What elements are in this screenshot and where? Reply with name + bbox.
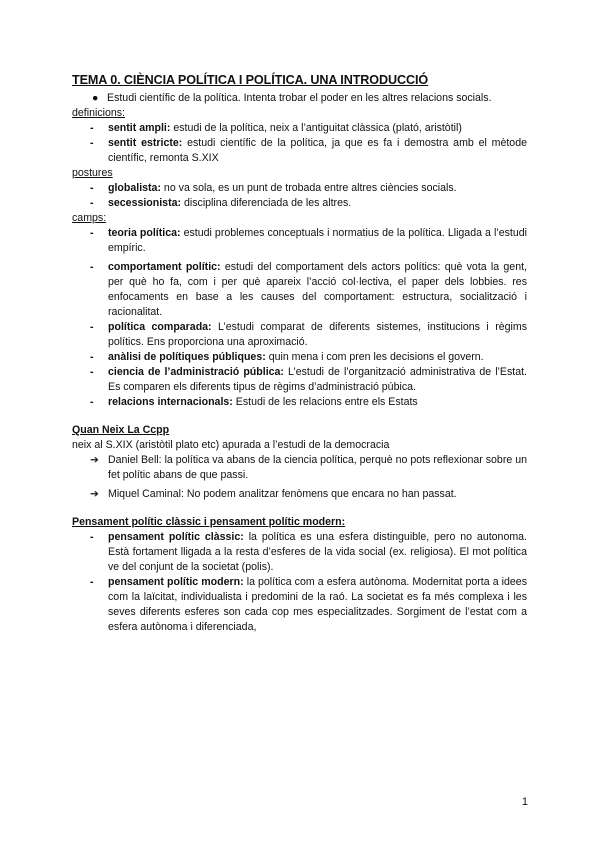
postures-heading: postures xyxy=(72,167,113,179)
item-text: L’estudi comparat de diferents sistemes, institucions i règims polítics. Ens proporciona una aproximació. xyxy=(108,321,527,348)
item-term: secessionista: xyxy=(108,197,182,209)
list-item xyxy=(72,453,527,483)
item-text: la política com a esfera autònoma. Modernitat porta a idees com la laïcitat, individualista i predomini de la raó. La societat es fa més complexa i les seves diferents esferes son cada cop mes especialitzades. Sorgiment de l’estat com a esfera autònoma i diferenciada, xyxy=(108,576,527,633)
list-item xyxy=(72,530,527,575)
list-item xyxy=(72,136,527,166)
dash-icon: - xyxy=(90,227,94,239)
item-term: sentit estricte: xyxy=(108,137,183,149)
item-text: Miquel Caminal: No podem analitzar fenòmens que encara no han passat. xyxy=(108,488,457,500)
dash-icon: - xyxy=(90,321,94,333)
dash-icon: - xyxy=(90,531,94,543)
item-term: anàlisi de polítiques públiques: xyxy=(108,351,266,363)
item-text: L’estudi de l’organització administrativa de l’Estat. Es comparen els diferents tipus de règims d’administració púbica. xyxy=(108,366,527,393)
intro-bullet xyxy=(72,91,527,106)
item-text: estudi del comportament dels actors polítics: què vota la gent, per què ho fa, com i per què apareix l’acció col·lectiva, el paper dels lobbies. res enfocaments en base a les causes del comportament: estructura, socialització i racionalitat. xyxy=(108,261,527,318)
item-text: estudi de la política, neix a l’antiguitat clàssica (plató, aristòtil) xyxy=(170,122,462,134)
arrow-icon: ➔ xyxy=(90,454,99,466)
dash-icon: - xyxy=(90,396,94,408)
item-text: estudi problemes conceptuals i normatius de la política. Lligada a l’estudi empíric. xyxy=(108,227,527,254)
section-intro: neix al S.XIX (aristòtil plato etc) apurada a l’estudi de la democracia xyxy=(72,439,390,451)
postures-list xyxy=(72,181,527,211)
item-term: pensament polític clàssic: xyxy=(108,531,244,543)
dash-icon: - xyxy=(90,137,94,149)
dash-icon: - xyxy=(90,576,94,588)
dash-icon: - xyxy=(90,366,94,378)
section-heading-thought: Pensament polític clàssic i pensament polític modern: xyxy=(72,516,346,528)
list-item xyxy=(72,365,527,395)
list-item xyxy=(72,260,527,320)
item-text: disciplina diferenciada de les altres. xyxy=(181,197,352,209)
list-item xyxy=(72,320,527,350)
item-term: ciencia de l’administració pública: xyxy=(108,366,284,378)
arrow-icon: ➔ xyxy=(90,488,99,500)
item-term: relacions internacionals: xyxy=(108,396,233,408)
page-number: 1 xyxy=(521,796,528,808)
list-item xyxy=(72,196,527,211)
item-text: no va sola, es un punt de trobada entre altres ciències socials. xyxy=(160,182,457,194)
list-item xyxy=(72,181,527,196)
list-item xyxy=(72,226,527,256)
section-heading-origin: Quan Neix La Ccpp xyxy=(72,424,170,436)
item-term: política comparada: xyxy=(108,321,212,333)
dash-icon: - xyxy=(90,122,94,134)
definicions-list xyxy=(72,121,527,166)
list-item xyxy=(72,395,527,410)
item-text: Estudi de les relacions entre els Estats xyxy=(232,396,418,408)
item-term: sentit ampli: xyxy=(108,122,171,134)
bullet-icon: ● xyxy=(92,92,99,104)
dash-icon: - xyxy=(90,182,94,194)
list-item xyxy=(72,121,527,136)
item-term: teoria política: xyxy=(108,227,181,239)
item-term: comportament polític: xyxy=(108,261,221,273)
camps-heading: camps: xyxy=(72,212,107,224)
page-title: TEMA 0. CIÈNCIA POLÍTICA I POLÍTICA. UNA INTRODUCCIÓ xyxy=(72,73,429,87)
list-item xyxy=(72,487,527,502)
definicions-heading: definicions: xyxy=(72,107,125,119)
intro-text: Estudi científic de la política. Intenta trobar el poder en les altres relacions socials. xyxy=(107,92,492,104)
dash-icon: - xyxy=(90,261,94,273)
list-item xyxy=(72,575,527,635)
item-term: globalista: xyxy=(108,182,161,194)
list-item xyxy=(72,350,527,365)
document-page xyxy=(72,72,527,635)
item-text: quin mena i com pren les decisions el govern. xyxy=(265,351,484,363)
dash-icon: - xyxy=(90,351,94,363)
item-term: pensament polític modern: xyxy=(108,576,244,588)
item-text: la política es una esfera distinguible, pero no autonoma. Està fortament lligada a la resta d’esferes de la vida social (ex. religiosa). El mot política ve del conjunt de la societat (polis). xyxy=(108,531,527,573)
item-text: Daniel Bell: la política va abans de la ciencia política, perquè no pots reflexionar sobre un fet polític abans de que passi. xyxy=(108,454,527,481)
dash-icon: - xyxy=(90,197,94,209)
camps-list xyxy=(72,226,527,410)
item-text: estudi científic de la política, ja que es fa i demostra amb el mètode científic, remonta S.XIX xyxy=(108,137,527,164)
